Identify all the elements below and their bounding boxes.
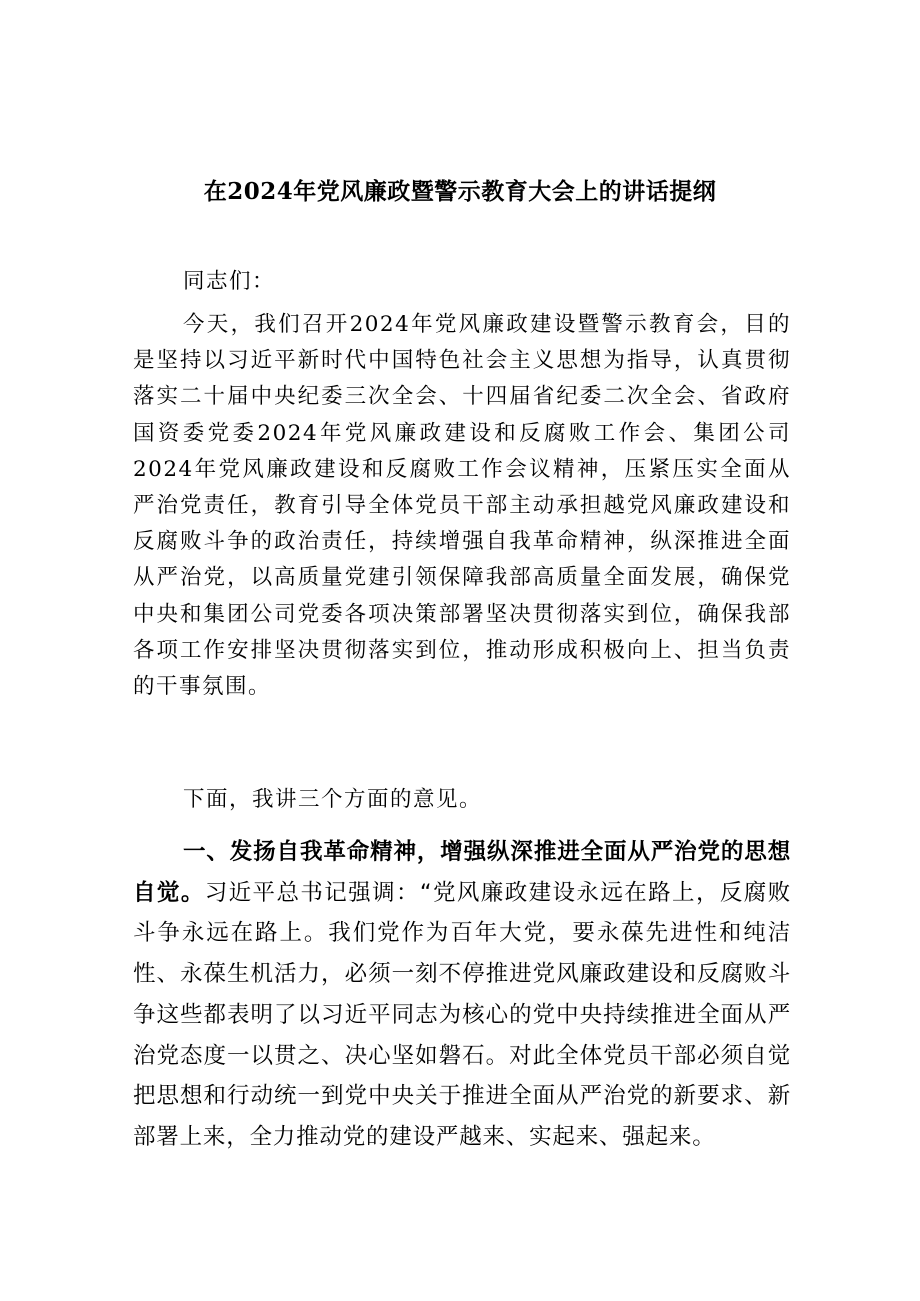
paragraph-outline-intro [133, 782, 791, 818]
section-1-body: 习近平总书记强调：“党风廉政建设永远在路上，反腐败斗争永远在路上。我们党作为百年大党，要永葆先进性和纯洁性、永葆生机活力，必须一刻不停推进党风廉政建设和反腐败斗争这些都表明了以习近平同志为核心的党中央持续推进全面从严治党态度一以贯之、决心坚如磐石。对此全体党员干部必须自觉把思想和行动统一到党中央关于推进全面从严治党的新要求、新部署上来，全力推动党的建设严越来、实起来、强起来。 [133, 879, 791, 1150]
paragraph-outline-intro-text: 下面，我讲三个方面的意见。 [183, 787, 483, 812]
paragraph-opening [133, 307, 791, 705]
salutation [133, 264, 791, 300]
paragraph-opening-text: 今天，我们召开2024年党风廉政建设暨警示教育会，目的是坚持以习近平新时代中国特色社会主义思想为指导，认真贯彻落实二十届中央纪委三次全会、十四届省纪委二次全会、省政府国资委党委2024年党风廉政建设和反腐败工作会、集团公司2024年党风廉政建设和反腐败工作会议精神，压紧压实全面从严治党责任，教育引导全体党员干部主动承担越党风廉政建设和反腐败斗争的政治责任，持续增强自我革命精神，纵深推进全面从严治党，以高质量党建引领保障我部高质量全面发展，确保党中央和集团公司党委各项决策部署坚决贯彻落实到位，确保我部各项工作安排坚决贯彻落实到位，推动形成积极向上、担当负责的干事氛围。 [133, 312, 791, 700]
salutation-text: 同志们： [183, 269, 276, 294]
section-1-heading: 一、发扬自我革命精神，增强纵深推进全面从严治党的思想自觉。 [133, 839, 791, 906]
section-1 [133, 832, 791, 1158]
document-title: 在2024年党风廉政暨警示教育大会上的讲话提纲 [203, 178, 717, 205]
